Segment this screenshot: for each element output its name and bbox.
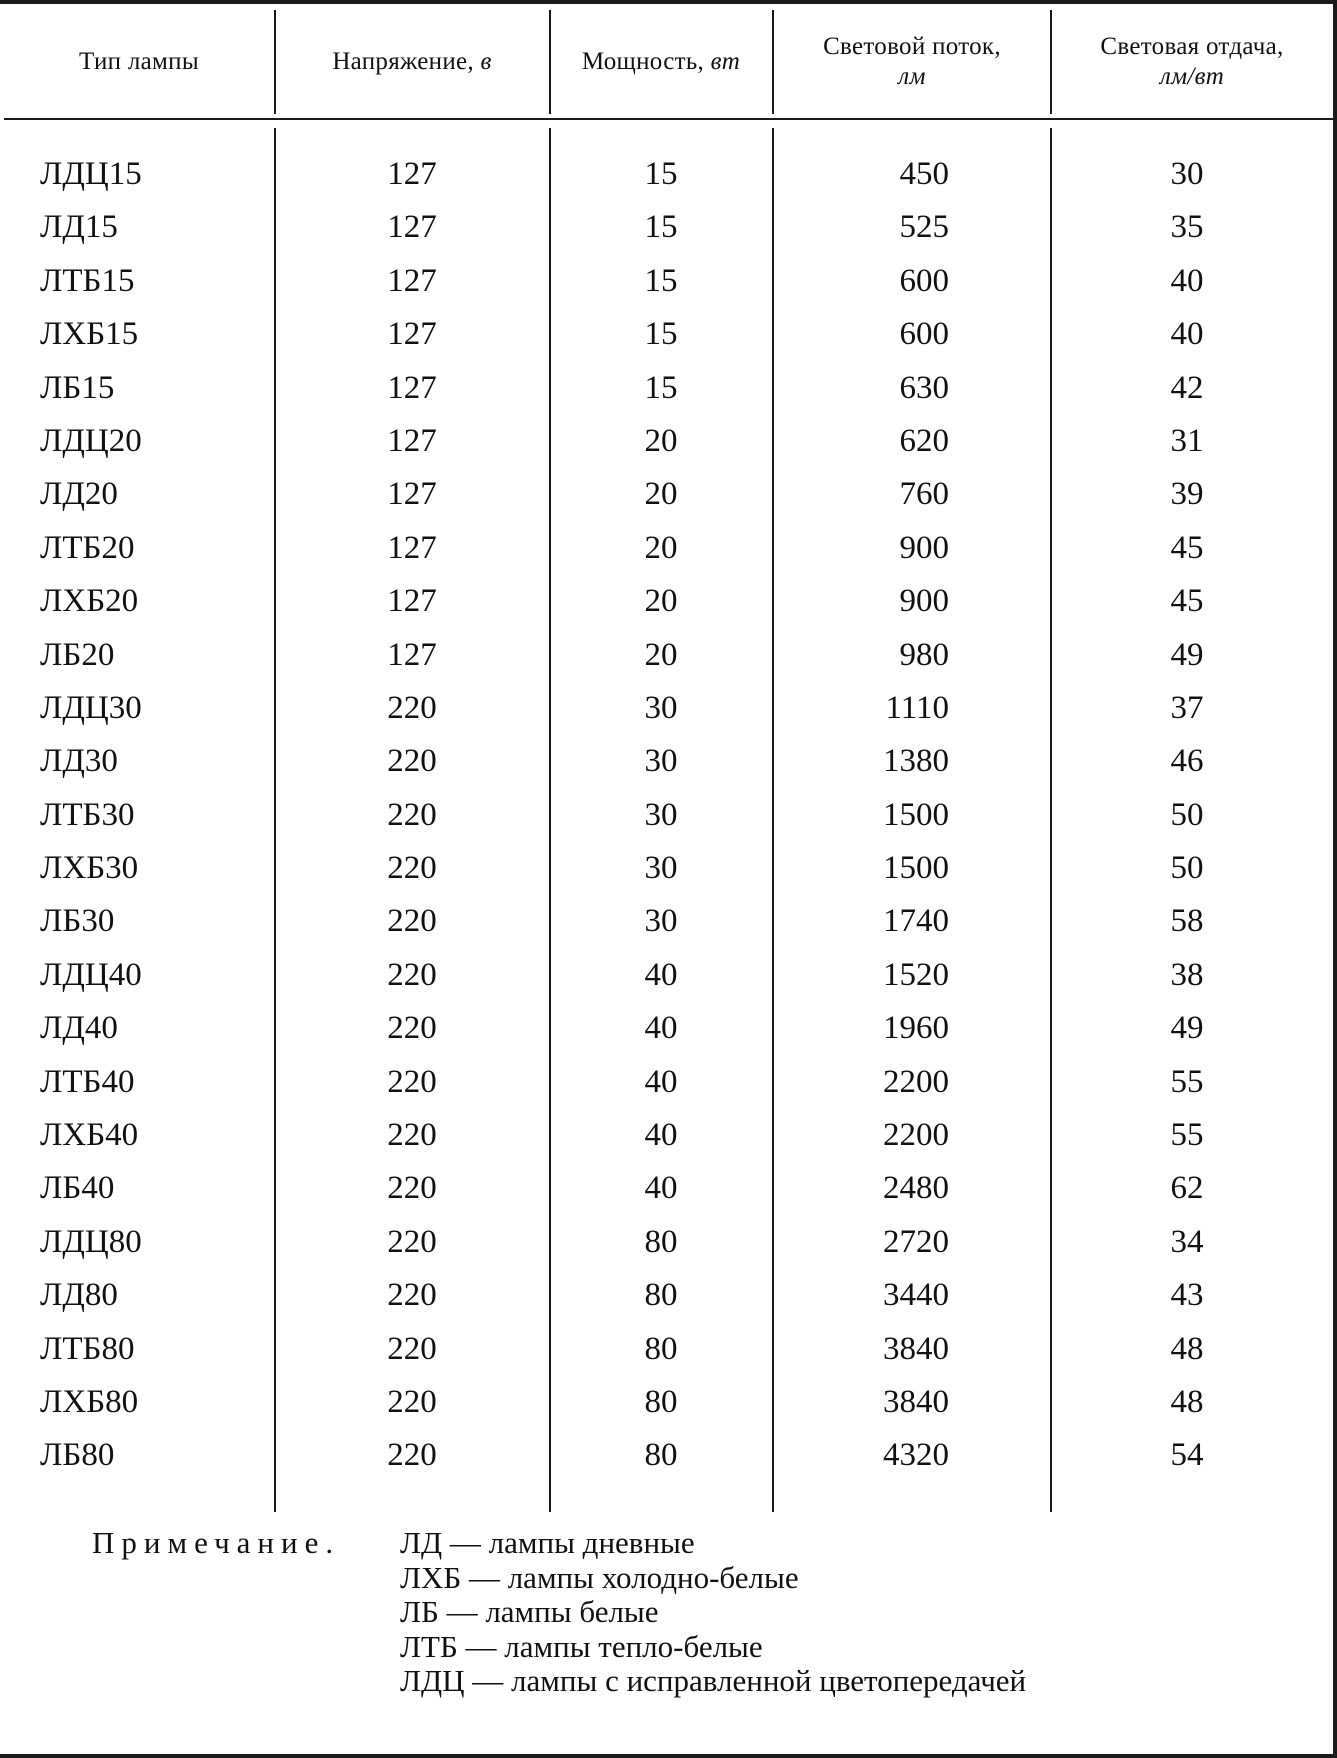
table-body bbox=[0, 148, 1337, 1483]
cell-luminous-efficacy: 34 bbox=[1170, 1223, 1204, 1260]
cell-power: 15 bbox=[644, 262, 678, 299]
cell-power: 20 bbox=[644, 476, 678, 513]
cell-lamp-type: ЛДЦ30 bbox=[40, 689, 142, 726]
cell-luminous-efficacy: 55 bbox=[1170, 1117, 1204, 1154]
cell-voltage: 220 bbox=[387, 1383, 437, 1420]
cell-power: 20 bbox=[644, 529, 678, 566]
table-row bbox=[0, 468, 1337, 521]
cell-luminous-flux: 2200 bbox=[883, 1117, 949, 1154]
note-lines bbox=[400, 1526, 1026, 1699]
cell-luminous-flux: 630 bbox=[899, 369, 949, 406]
table-row bbox=[0, 148, 1337, 201]
header-luminous-efficacy bbox=[1052, 10, 1332, 114]
table-row bbox=[0, 308, 1337, 361]
cell-power: 40 bbox=[644, 1117, 678, 1154]
table-row bbox=[0, 1323, 1337, 1376]
header-luminous-flux-label: Световой поток, bbox=[823, 33, 1001, 60]
table-row bbox=[0, 1056, 1337, 1109]
header-luminous-flux-unit: лм bbox=[898, 63, 926, 90]
cell-lamp-type: ЛБ80 bbox=[40, 1437, 115, 1474]
cell-lamp-type: ЛДЦ20 bbox=[40, 422, 142, 459]
cell-luminous-flux: 600 bbox=[899, 316, 949, 353]
cell-power: 15 bbox=[644, 156, 678, 192]
cell-lamp-type: ЛХБ40 bbox=[40, 1117, 139, 1154]
cell-lamp-type: ЛД80 bbox=[40, 1277, 118, 1314]
cell-lamp-type: ЛД40 bbox=[40, 1010, 118, 1047]
cell-voltage: 220 bbox=[387, 850, 437, 887]
column-divider bbox=[274, 10, 276, 114]
cell-luminous-flux: 980 bbox=[899, 636, 949, 673]
cell-lamp-type: ЛБ15 bbox=[40, 369, 115, 406]
page-border-bottom bbox=[0, 1754, 1337, 1758]
cell-voltage: 127 bbox=[387, 316, 437, 353]
header-lamp-type bbox=[4, 10, 274, 114]
cell-lamp-type: ЛТБ40 bbox=[40, 1063, 135, 1100]
cell-luminous-efficacy: 37 bbox=[1170, 689, 1204, 726]
cell-luminous-efficacy: 31 bbox=[1170, 422, 1204, 459]
cell-luminous-efficacy: 45 bbox=[1170, 529, 1204, 566]
cell-luminous-flux: 450 bbox=[899, 156, 949, 192]
cell-voltage: 127 bbox=[387, 529, 437, 566]
cell-luminous-flux: 600 bbox=[899, 262, 949, 299]
cell-lamp-type: ЛБ30 bbox=[40, 903, 115, 940]
table-row bbox=[0, 682, 1337, 735]
cell-luminous-efficacy: 40 bbox=[1170, 316, 1204, 353]
cell-power: 80 bbox=[644, 1330, 678, 1367]
cell-luminous-efficacy: 46 bbox=[1170, 743, 1204, 780]
table-row bbox=[0, 1429, 1337, 1482]
cell-luminous-efficacy: 58 bbox=[1170, 903, 1204, 940]
table-row bbox=[0, 522, 1337, 575]
cell-luminous-efficacy: 45 bbox=[1170, 583, 1204, 620]
cell-luminous-efficacy: 30 bbox=[1170, 156, 1204, 192]
cell-voltage: 220 bbox=[387, 1010, 437, 1047]
cell-lamp-type: ЛХБ15 bbox=[40, 316, 139, 353]
header-luminous-efficacy-unit: лм/вт bbox=[1159, 63, 1225, 90]
cell-luminous-flux: 900 bbox=[899, 529, 949, 566]
cell-power: 80 bbox=[644, 1437, 678, 1474]
cell-lamp-type: ЛХБ20 bbox=[40, 583, 139, 620]
cell-luminous-flux: 1500 bbox=[883, 850, 949, 887]
header-voltage bbox=[276, 10, 548, 114]
cell-power: 15 bbox=[644, 316, 678, 353]
cell-luminous-flux: 3840 bbox=[883, 1330, 949, 1367]
table-row bbox=[0, 789, 1337, 842]
header-voltage-label: Напряжение, bbox=[332, 48, 474, 75]
cell-luminous-flux: 525 bbox=[899, 209, 949, 246]
cell-lamp-type: ЛХБ30 bbox=[40, 850, 139, 887]
cell-voltage: 127 bbox=[387, 476, 437, 513]
page-border-top bbox=[0, 0, 1337, 4]
table-row bbox=[0, 949, 1337, 1002]
cell-lamp-type: ЛДЦ15 bbox=[40, 156, 142, 192]
cell-luminous-flux: 2200 bbox=[883, 1063, 949, 1100]
cell-voltage: 220 bbox=[387, 1330, 437, 1367]
cell-luminous-efficacy: 39 bbox=[1170, 476, 1204, 513]
note-line: ЛДЦ — лампы с исправленной цветопередачей bbox=[400, 1663, 1027, 1698]
table-row bbox=[0, 201, 1337, 254]
column-divider bbox=[549, 10, 551, 114]
note-line: ЛХБ — лампы холодно-белые bbox=[400, 1559, 799, 1595]
cell-luminous-flux: 1500 bbox=[883, 796, 949, 833]
cell-luminous-efficacy: 49 bbox=[1170, 636, 1204, 673]
cell-luminous-flux: 900 bbox=[899, 583, 949, 620]
header-lamp-type-label: Тип лампы bbox=[79, 48, 199, 75]
cell-lamp-type: ЛХБ80 bbox=[40, 1383, 139, 1420]
cell-lamp-type: ЛД15 bbox=[40, 209, 118, 246]
header-power-unit: вт bbox=[710, 48, 741, 75]
header-luminous-efficacy-label: Световая отдача, bbox=[1100, 33, 1284, 60]
cell-power: 30 bbox=[644, 796, 678, 833]
cell-lamp-type: ЛДЦ80 bbox=[40, 1223, 142, 1260]
cell-luminous-efficacy: 49 bbox=[1170, 1010, 1204, 1047]
cell-luminous-flux: 760 bbox=[899, 476, 949, 513]
cell-voltage: 127 bbox=[387, 262, 437, 299]
cell-luminous-efficacy: 43 bbox=[1170, 1277, 1204, 1314]
table-row bbox=[0, 895, 1337, 948]
cell-luminous-efficacy: 48 bbox=[1170, 1330, 1204, 1367]
cell-voltage: 220 bbox=[387, 956, 437, 993]
cell-lamp-type: ЛТБ30 bbox=[40, 796, 135, 833]
cell-voltage: 127 bbox=[387, 422, 437, 459]
cell-voltage: 127 bbox=[387, 583, 437, 620]
cell-lamp-type: ЛТБ80 bbox=[40, 1330, 135, 1367]
header-voltage-unit: в bbox=[480, 48, 492, 75]
cell-lamp-type: ЛТБ15 bbox=[40, 262, 135, 299]
header-luminous-flux bbox=[774, 10, 1050, 114]
cell-luminous-efficacy: 38 bbox=[1170, 956, 1204, 993]
table-row bbox=[0, 1162, 1337, 1215]
cell-luminous-flux: 1110 bbox=[885, 689, 949, 726]
cell-voltage: 220 bbox=[387, 1170, 437, 1207]
cell-power: 30 bbox=[644, 743, 678, 780]
table-row bbox=[0, 1002, 1337, 1055]
header-divider bbox=[4, 118, 1333, 120]
cell-power: 80 bbox=[644, 1277, 678, 1314]
header-power-label: Мощность, bbox=[581, 48, 705, 75]
cell-luminous-efficacy: 42 bbox=[1170, 369, 1204, 406]
cell-voltage: 220 bbox=[387, 1117, 437, 1154]
cell-luminous-flux: 2720 bbox=[883, 1223, 949, 1260]
cell-power: 30 bbox=[644, 903, 678, 940]
note-line: ЛБ — лампы белые bbox=[400, 1594, 659, 1629]
table-row bbox=[0, 1269, 1337, 1322]
cell-luminous-flux: 3840 bbox=[883, 1383, 949, 1420]
cell-lamp-type: ЛДЦ40 bbox=[40, 956, 142, 993]
note-line: ЛД — лампы дневные bbox=[400, 1525, 695, 1560]
cell-voltage: 220 bbox=[387, 1223, 437, 1260]
cell-power: 40 bbox=[644, 1170, 678, 1207]
column-divider bbox=[1050, 10, 1052, 114]
table-row bbox=[0, 575, 1337, 628]
cell-luminous-efficacy: 62 bbox=[1170, 1170, 1204, 1207]
cell-power: 40 bbox=[644, 956, 678, 993]
cell-voltage: 220 bbox=[387, 1277, 437, 1314]
table-row bbox=[0, 842, 1337, 895]
cell-lamp-type: ЛБ20 bbox=[40, 636, 115, 673]
cell-power: 40 bbox=[644, 1010, 678, 1047]
cell-luminous-flux: 2480 bbox=[883, 1170, 949, 1207]
table-row bbox=[0, 1109, 1337, 1162]
table-row bbox=[0, 1376, 1337, 1429]
note-line: ЛТБ — лампы тепло-белые bbox=[400, 1628, 763, 1664]
cell-lamp-type: ЛБ40 bbox=[40, 1170, 115, 1207]
cell-luminous-flux: 620 bbox=[899, 422, 949, 459]
table-row bbox=[0, 735, 1337, 788]
cell-power: 30 bbox=[644, 689, 678, 726]
cell-luminous-flux: 1740 bbox=[883, 903, 949, 940]
cell-luminous-efficacy: 40 bbox=[1170, 262, 1204, 299]
cell-voltage: 220 bbox=[387, 689, 437, 726]
table-row bbox=[0, 415, 1337, 468]
cell-power: 20 bbox=[644, 583, 678, 620]
cell-voltage: 127 bbox=[387, 369, 437, 406]
table-row bbox=[0, 255, 1337, 308]
cell-luminous-efficacy: 48 bbox=[1170, 1383, 1204, 1420]
cell-luminous-flux: 4320 bbox=[883, 1437, 949, 1474]
header-power bbox=[551, 10, 771, 114]
cell-lamp-type: ЛТБ20 bbox=[40, 529, 135, 566]
cell-voltage: 220 bbox=[387, 1437, 437, 1474]
cell-power: 80 bbox=[644, 1223, 678, 1260]
cell-luminous-flux: 1960 bbox=[883, 1010, 949, 1047]
column-divider bbox=[772, 10, 774, 114]
table-row bbox=[0, 362, 1337, 415]
cell-power: 40 bbox=[644, 1063, 678, 1100]
cell-luminous-efficacy: 55 bbox=[1170, 1063, 1204, 1100]
cell-power: 80 bbox=[644, 1383, 678, 1420]
cell-voltage: 127 bbox=[387, 209, 437, 246]
cell-power: 20 bbox=[644, 636, 678, 673]
table-row bbox=[0, 629, 1337, 682]
cell-voltage: 127 bbox=[387, 156, 437, 192]
note-label: Примечание. bbox=[92, 1525, 341, 1560]
cell-voltage: 220 bbox=[387, 796, 437, 833]
table-row bbox=[0, 1216, 1337, 1269]
cell-lamp-type: ЛД20 bbox=[40, 476, 118, 513]
cell-luminous-flux: 1380 bbox=[883, 743, 949, 780]
cell-luminous-efficacy: 54 bbox=[1170, 1437, 1204, 1474]
cell-power: 15 bbox=[644, 369, 678, 406]
cell-power: 15 bbox=[644, 209, 678, 246]
cell-voltage: 220 bbox=[387, 743, 437, 780]
cell-luminous-efficacy: 50 bbox=[1170, 796, 1204, 833]
cell-voltage: 220 bbox=[387, 1063, 437, 1100]
cell-power: 30 bbox=[644, 850, 678, 887]
cell-luminous-flux: 1520 bbox=[883, 956, 949, 993]
cell-luminous-flux: 3440 bbox=[883, 1277, 949, 1314]
cell-power: 20 bbox=[644, 422, 678, 459]
cell-voltage: 220 bbox=[387, 903, 437, 940]
cell-luminous-efficacy: 35 bbox=[1170, 209, 1204, 246]
cell-lamp-type: ЛД30 bbox=[40, 743, 118, 780]
cell-voltage: 127 bbox=[387, 636, 437, 673]
cell-luminous-efficacy: 50 bbox=[1170, 850, 1204, 887]
